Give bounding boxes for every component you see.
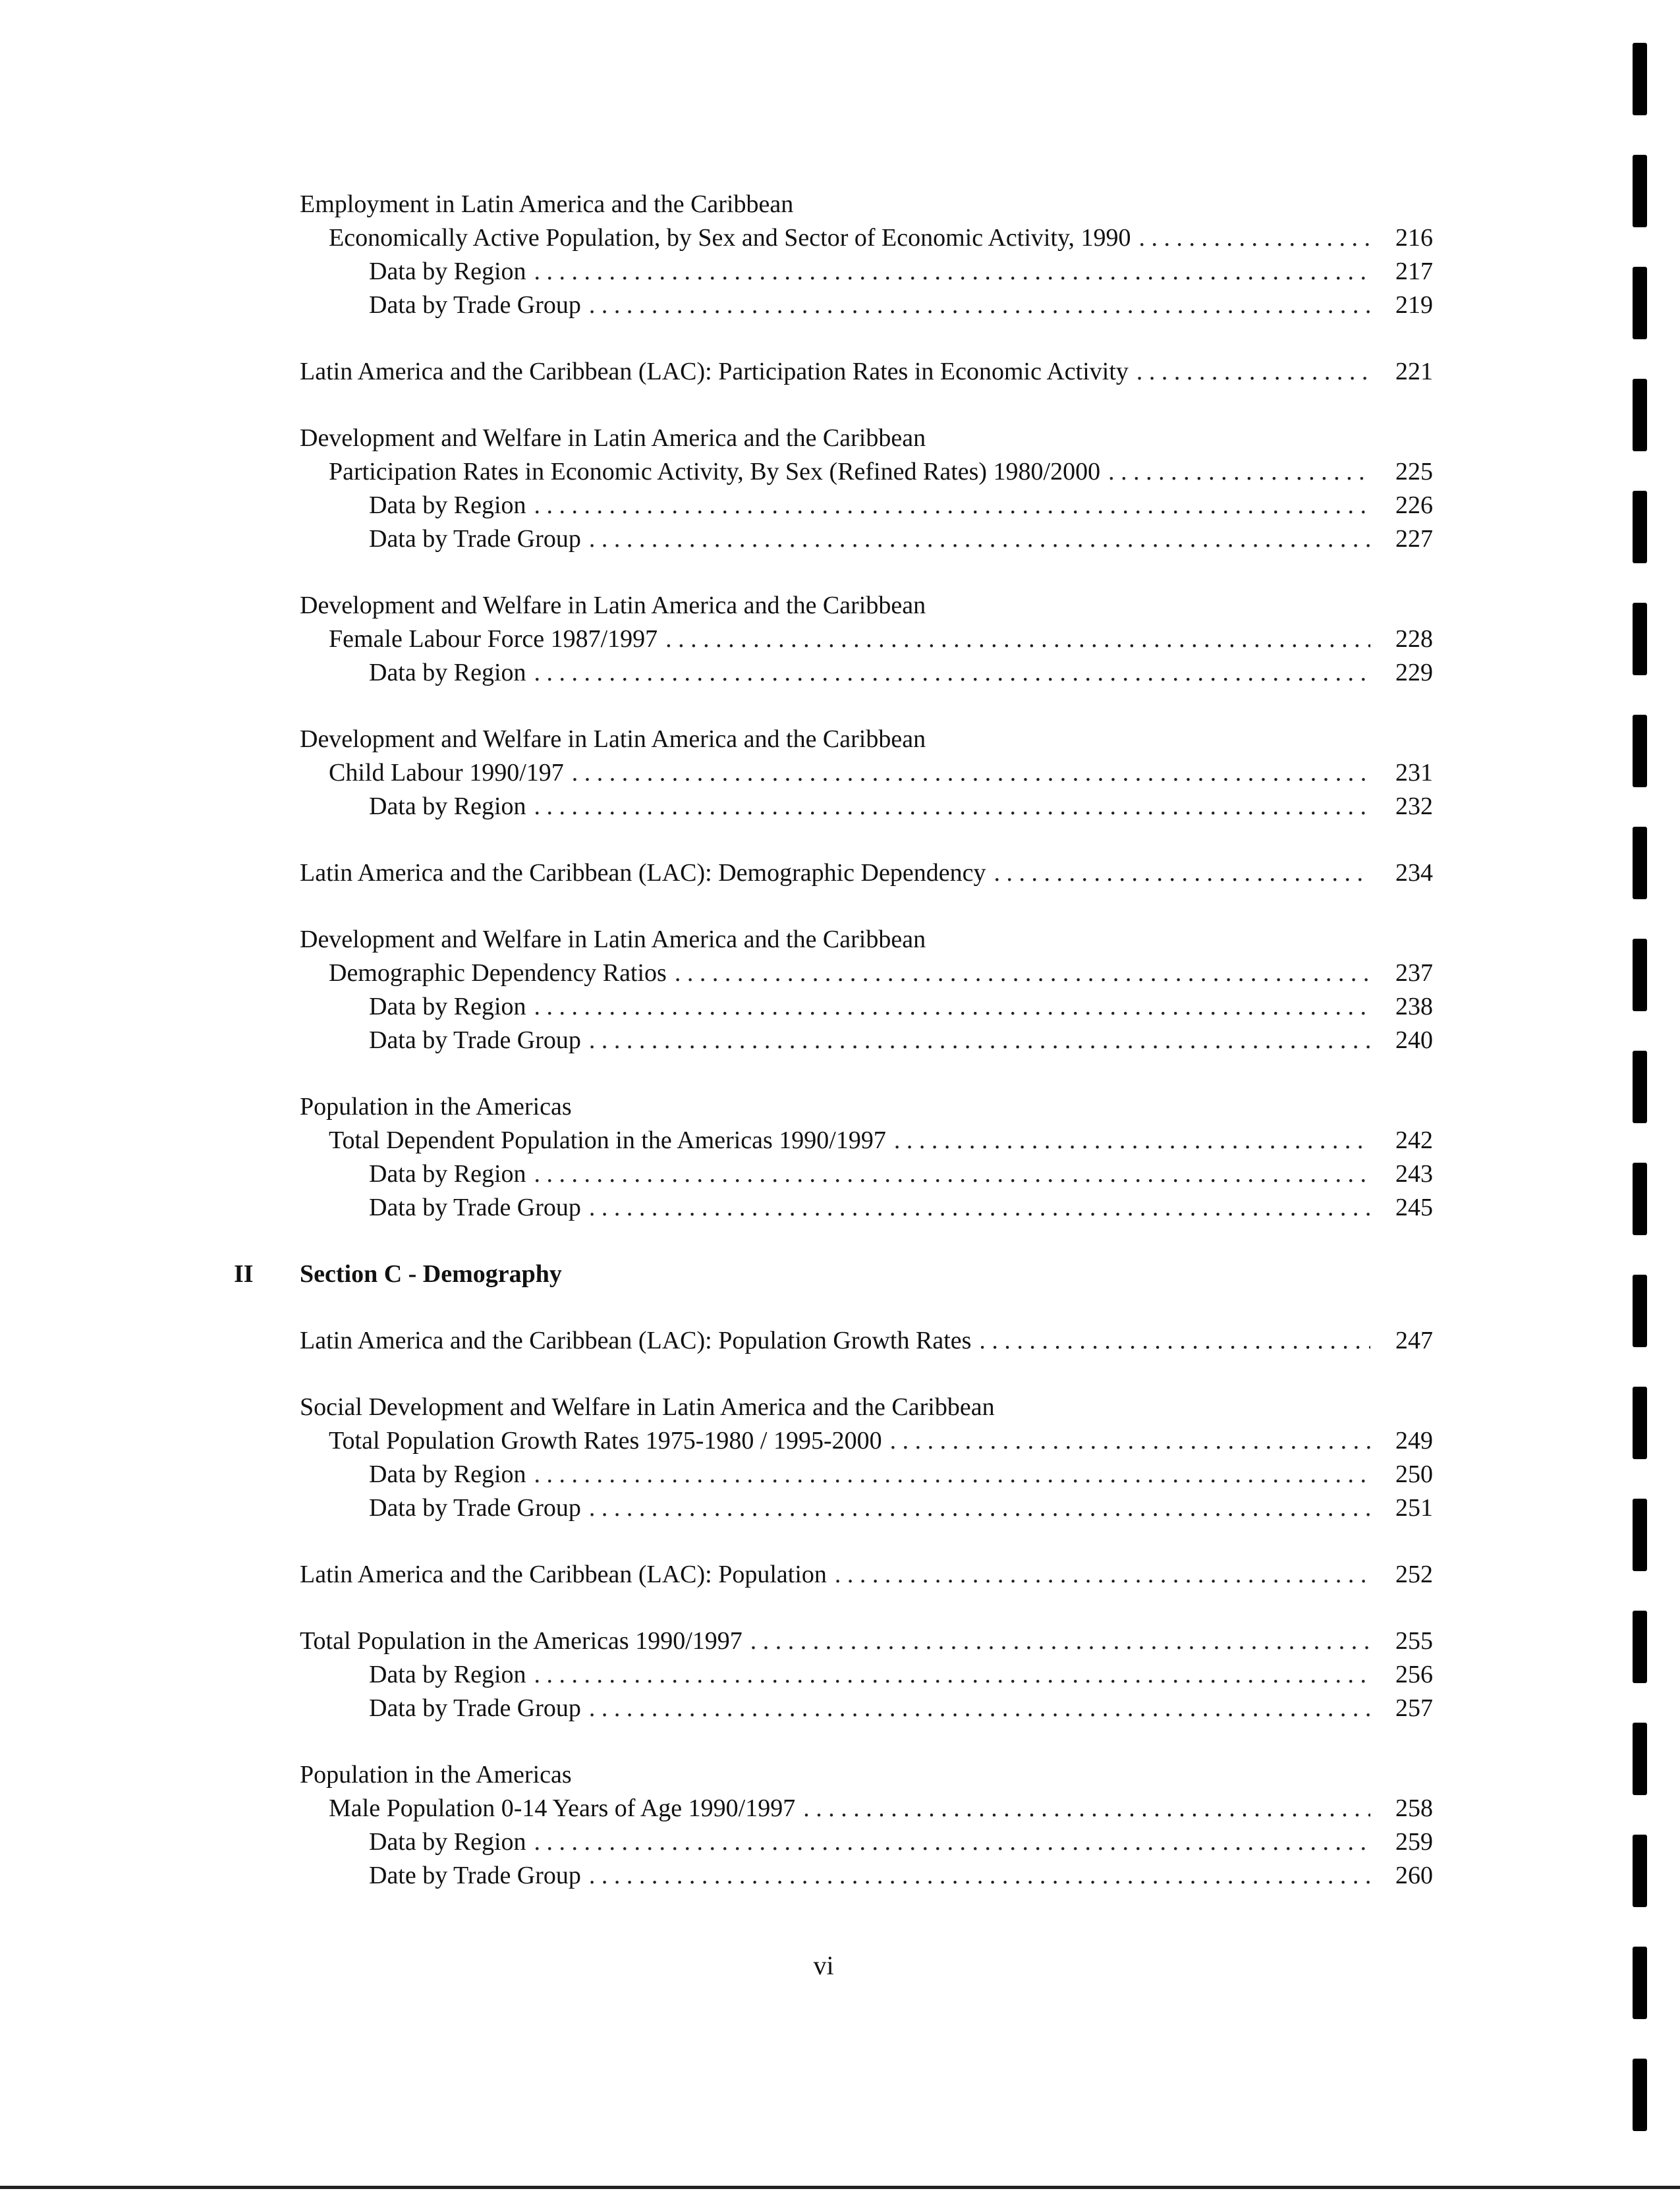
toc-entry bbox=[300, 221, 1433, 255]
binder-mark bbox=[1633, 715, 1647, 787]
toc-entry bbox=[300, 1792, 1433, 1825]
toc-group bbox=[300, 1391, 1433, 1525]
dot-leader bbox=[534, 990, 1370, 1024]
toc-entry bbox=[300, 289, 1433, 322]
binder-mark bbox=[1633, 267, 1647, 339]
dot-leader bbox=[803, 1792, 1370, 1825]
toc-entry-page: 232 bbox=[1395, 792, 1433, 820]
toc-entry-page: 247 bbox=[1395, 1327, 1433, 1354]
toc-group bbox=[300, 723, 1433, 823]
toc-entry-page: 252 bbox=[1395, 1561, 1433, 1588]
toc-entry-label: Total Population Growth Rates 1975-1980 / 1995-2000 bbox=[329, 1427, 882, 1455]
dot-leader bbox=[1108, 455, 1370, 489]
toc-entry-page: 228 bbox=[1395, 625, 1433, 653]
dot-leader bbox=[665, 623, 1370, 656]
dot-leader bbox=[589, 1491, 1370, 1525]
toc-entry-label: Latin America and the Caribbean (LAC): Population Growth Rates bbox=[300, 1327, 972, 1354]
dot-leader bbox=[1139, 221, 1370, 255]
toc-entry-page: 243 bbox=[1395, 1160, 1433, 1188]
toc-entry bbox=[300, 255, 1433, 289]
toc-entry bbox=[300, 1458, 1433, 1491]
dot-leader bbox=[675, 957, 1370, 990]
toc-entry-page: 229 bbox=[1395, 659, 1433, 686]
toc-entry-label: Data by Region bbox=[369, 258, 526, 285]
toc-entry-label: Data by Trade Group bbox=[369, 1194, 581, 1221]
toc-group bbox=[300, 1558, 1433, 1592]
toc-entry bbox=[300, 623, 1433, 656]
toc-entry-label: Data by Trade Group bbox=[369, 291, 581, 319]
toc-entry-label: Data by Region bbox=[369, 993, 526, 1020]
toc-entry bbox=[300, 990, 1433, 1024]
dot-leader bbox=[750, 1624, 1370, 1658]
toc-entry bbox=[300, 355, 1433, 389]
toc-entry-page: 219 bbox=[1395, 291, 1433, 319]
toc-entry-label: Latin America and the Caribbean (LAC): Demographic Dependency bbox=[300, 859, 986, 887]
dot-leader bbox=[589, 289, 1370, 322]
toc-group bbox=[300, 856, 1433, 890]
toc-entry-page: 234 bbox=[1395, 859, 1433, 887]
toc-group bbox=[300, 1624, 1433, 1725]
dot-leader bbox=[589, 1024, 1370, 1057]
section-heading bbox=[234, 1258, 1433, 1291]
toc-entry-page: 238 bbox=[1395, 993, 1433, 1020]
dot-leader bbox=[534, 1658, 1370, 1692]
toc-entry-label: Economically Active Population, by Sex and Sector of Economic Activity, 1990 bbox=[329, 224, 1131, 252]
dot-leader bbox=[534, 656, 1370, 690]
toc-entry bbox=[300, 856, 1433, 890]
toc-entry bbox=[300, 1859, 1433, 1893]
toc-entry-label: Latin America and the Caribbean (LAC): Participation Rates in Economic Activity bbox=[300, 358, 1129, 385]
binder-mark bbox=[1633, 939, 1647, 1011]
binder-mark bbox=[1633, 1387, 1647, 1459]
toc-entry-label: Data by Region bbox=[369, 792, 526, 820]
toc-entries-part-a bbox=[300, 188, 1433, 1225]
toc-entry-page: 216 bbox=[1395, 224, 1433, 252]
toc-group bbox=[300, 1090, 1433, 1225]
dot-leader bbox=[589, 522, 1370, 556]
toc-entry-label: Latin America and the Caribbean (LAC): Population bbox=[300, 1561, 827, 1588]
toc-entry bbox=[300, 1157, 1433, 1191]
toc-entry bbox=[300, 656, 1433, 690]
toc-group bbox=[300, 355, 1433, 389]
toc-entry-page: 250 bbox=[1395, 1460, 1433, 1488]
binder-mark bbox=[1633, 603, 1647, 675]
toc-entry-page: 259 bbox=[1395, 1828, 1433, 1856]
dot-leader bbox=[534, 1825, 1370, 1859]
dot-leader bbox=[589, 1859, 1370, 1893]
toc-entry-page: 257 bbox=[1395, 1694, 1433, 1722]
toc-entry-page: 242 bbox=[1395, 1126, 1433, 1154]
toc-entry bbox=[300, 1692, 1433, 1725]
toc-entry-page: 225 bbox=[1395, 458, 1433, 486]
binder-mark bbox=[1633, 2059, 1647, 2131]
binder-mark bbox=[1633, 155, 1647, 227]
toc-entry-label: Participation Rates in Economic Activity, By Sex (Refined Rates) 1980/2000 bbox=[329, 458, 1101, 486]
binder-mark bbox=[1633, 1611, 1647, 1683]
toc-group bbox=[300, 422, 1433, 556]
toc-entry-label: Female Labour Force 1987/1997 bbox=[329, 625, 658, 653]
bottom-edge-rule bbox=[0, 2186, 1680, 2189]
toc-entry-label: Demographic Dependency Ratios bbox=[329, 959, 667, 987]
toc-entry bbox=[300, 1424, 1433, 1458]
binder-mark bbox=[1633, 1947, 1647, 2019]
toc-entry-page: 217 bbox=[1395, 258, 1433, 285]
toc-group-heading: Population in the Americas bbox=[300, 1761, 572, 1789]
toc-group-heading: Employment in Latin America and the Caribbean bbox=[300, 190, 794, 218]
toc-entry-label: Data by Region bbox=[369, 659, 526, 686]
binder-mark bbox=[1633, 379, 1647, 451]
toc-group-heading: Development and Welfare in Latin America and the Caribbean bbox=[300, 926, 926, 953]
toc-entry-label: Data by Region bbox=[369, 491, 526, 519]
binder-mark bbox=[1633, 1723, 1647, 1795]
toc-entry-page: 251 bbox=[1395, 1494, 1433, 1522]
toc-entry bbox=[300, 489, 1433, 522]
toc-entry bbox=[300, 1825, 1433, 1859]
toc-entries-part-b bbox=[300, 1324, 1433, 1893]
toc-entry bbox=[300, 1658, 1433, 1692]
toc-entry-label: Child Labour 1990/197 bbox=[329, 759, 564, 787]
toc-entry-label: Date by Trade Group bbox=[369, 1862, 581, 1889]
toc-entry-label: Data by Region bbox=[369, 1460, 526, 1488]
toc-entry-label: Data by Region bbox=[369, 1661, 526, 1688]
binder-mark bbox=[1633, 1835, 1647, 1907]
toc-entry-page: 260 bbox=[1395, 1862, 1433, 1889]
section-title: Section C - Demography bbox=[300, 1260, 562, 1288]
toc-group bbox=[300, 1324, 1433, 1358]
dot-leader bbox=[979, 1324, 1370, 1358]
dot-leader bbox=[589, 1692, 1370, 1725]
toc-entry-label: Male Population 0-14 Years of Age 1990/1997 bbox=[329, 1794, 796, 1822]
dot-leader bbox=[534, 489, 1370, 522]
dot-leader bbox=[894, 1124, 1370, 1157]
dot-leader bbox=[534, 1458, 1370, 1491]
toc-group-heading: Development and Welfare in Latin America and the Caribbean bbox=[300, 424, 926, 452]
dot-leader bbox=[994, 856, 1370, 890]
toc-entry bbox=[300, 1491, 1433, 1525]
toc-group-heading: Social Development and Welfare in Latin America and the Caribbean bbox=[300, 1393, 995, 1421]
toc-entry bbox=[300, 1191, 1433, 1225]
toc-entry-label: Data by Region bbox=[369, 1160, 526, 1188]
toc-entry-page: 249 bbox=[1395, 1427, 1433, 1455]
binder-mark bbox=[1633, 1163, 1647, 1235]
toc-entry-label: Total Population in the Americas 1990/1997 bbox=[300, 1627, 742, 1655]
toc-entry bbox=[300, 522, 1433, 556]
binder-mark bbox=[1633, 43, 1647, 115]
dot-leader bbox=[1136, 355, 1370, 389]
toc-entry bbox=[300, 1024, 1433, 1057]
dot-leader bbox=[890, 1424, 1370, 1458]
binder-mark bbox=[1633, 827, 1647, 899]
dot-leader bbox=[589, 1191, 1370, 1225]
toc-entry-page: 227 bbox=[1395, 525, 1433, 553]
toc-entry-page: 226 bbox=[1395, 491, 1433, 519]
toc-entry-page: 221 bbox=[1395, 358, 1433, 385]
toc-group-heading: Population in the Americas bbox=[300, 1093, 572, 1121]
toc-entry bbox=[300, 1624, 1433, 1658]
binder-mark bbox=[1633, 491, 1647, 563]
toc-entry-label: Data by Trade Group bbox=[369, 1026, 581, 1054]
toc-entry-label: Data by Trade Group bbox=[369, 1694, 581, 1722]
toc-group-heading: Development and Welfare in Latin America and the Caribbean bbox=[300, 725, 926, 753]
section-number: II bbox=[234, 1260, 254, 1288]
toc-group bbox=[300, 1758, 1433, 1893]
toc-entry-page: 231 bbox=[1395, 759, 1433, 787]
toc-entry-page: 245 bbox=[1395, 1194, 1433, 1221]
toc-entry bbox=[300, 1558, 1433, 1592]
toc-entry-page: 256 bbox=[1395, 1661, 1433, 1688]
toc-entry-label: Data by Region bbox=[369, 1828, 526, 1856]
page-number: vi bbox=[813, 1951, 834, 1980]
toc-entry-page: 255 bbox=[1395, 1627, 1433, 1655]
toc-entry-page: 240 bbox=[1395, 1026, 1433, 1054]
toc-entry-label: Data by Trade Group bbox=[369, 525, 581, 553]
toc-entry-page: 237 bbox=[1395, 959, 1433, 987]
dot-leader bbox=[534, 1157, 1370, 1191]
toc-entry bbox=[300, 1324, 1433, 1358]
dot-leader bbox=[572, 756, 1370, 790]
toc-entry-label: Total Dependent Population in the Americas 1990/1997 bbox=[329, 1126, 886, 1154]
dot-leader bbox=[835, 1558, 1370, 1592]
binder-mark bbox=[1633, 1499, 1647, 1571]
toc-entry-label: Data by Trade Group bbox=[369, 1494, 581, 1522]
toc-group bbox=[300, 923, 1433, 1057]
binder-mark bbox=[1633, 1275, 1647, 1347]
dot-leader bbox=[534, 255, 1370, 289]
toc-entry bbox=[300, 1124, 1433, 1157]
table-of-contents bbox=[234, 188, 1433, 1926]
toc-entry bbox=[300, 455, 1433, 489]
toc-group bbox=[300, 589, 1433, 690]
toc-group-heading: Development and Welfare in Latin America and the Caribbean bbox=[300, 592, 926, 619]
toc-group bbox=[300, 188, 1433, 322]
toc-entry bbox=[300, 756, 1433, 790]
toc-entry-page: 258 bbox=[1395, 1794, 1433, 1822]
toc-entry bbox=[300, 790, 1433, 823]
toc-entry bbox=[300, 957, 1433, 990]
dot-leader bbox=[534, 790, 1370, 823]
binder-mark bbox=[1633, 1051, 1647, 1123]
